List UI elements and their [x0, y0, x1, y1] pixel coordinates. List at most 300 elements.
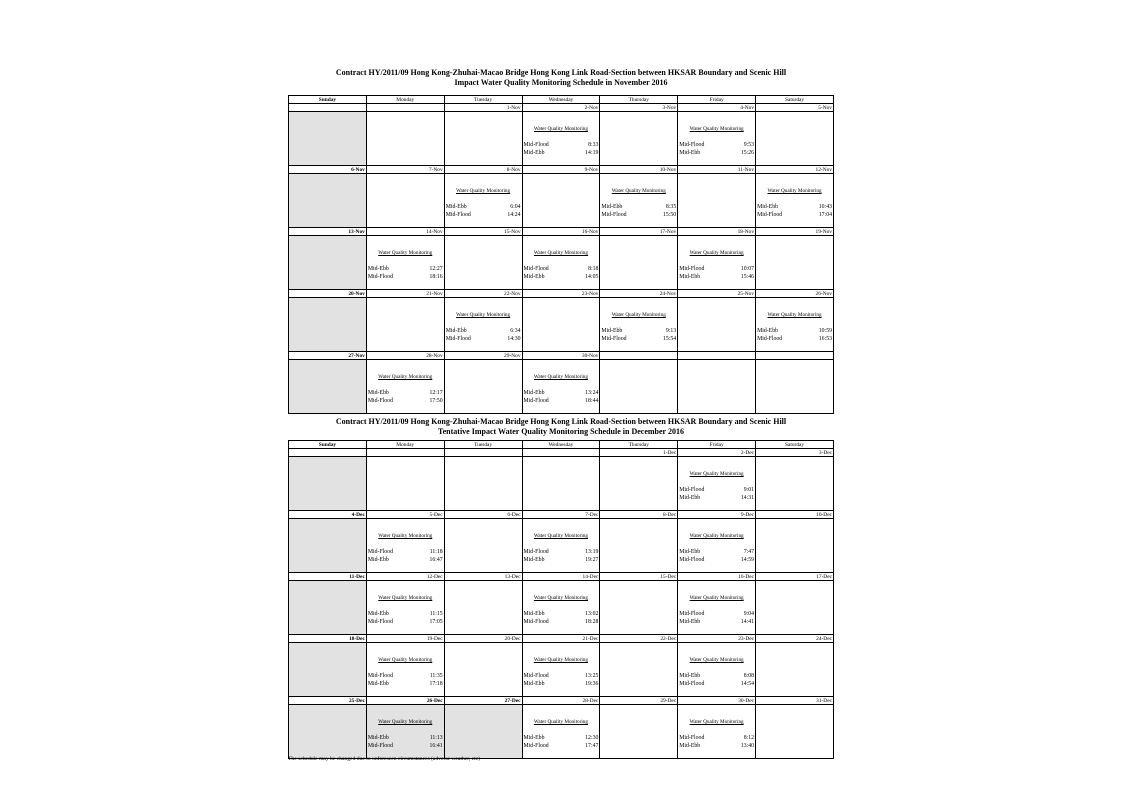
date-cell: 14-Dec	[522, 573, 600, 581]
day-cell	[444, 360, 522, 414]
schedule-row	[289, 457, 834, 511]
tide-line	[445, 336, 522, 344]
day-cell	[600, 236, 678, 290]
tide-line	[523, 549, 600, 557]
monitoring-event	[367, 360, 444, 405]
tide-name: Mid-Ebb	[445, 328, 467, 334]
date-cell	[756, 352, 834, 360]
event-label: Water Quality Monitoring	[689, 250, 744, 256]
date-cell: 26-Dec	[366, 697, 444, 705]
event-label: Water Quality Monitoring	[767, 188, 822, 194]
date-cell	[366, 104, 444, 112]
tide-time: 14:30	[507, 335, 521, 342]
event-label: Water Quality Monitoring	[689, 471, 744, 477]
tide-name: Mid-Ebb	[679, 273, 701, 280]
tide-name: Mid-Flood	[679, 611, 705, 617]
date-row	[289, 511, 834, 519]
tide-name: Mid-Ebb	[523, 273, 545, 280]
tide-name: Mid-Ebb	[601, 204, 623, 210]
tide-name: Mid-Ebb	[757, 328, 778, 334]
event-label: Water Quality Monitoring	[533, 533, 588, 539]
date-cell: 7-Dec	[522, 511, 600, 519]
tide-name: Mid-Flood	[445, 335, 471, 342]
date-cell: 5-Dec	[366, 511, 444, 519]
tide-time: 17:47	[585, 742, 599, 749]
day-cell	[600, 581, 678, 635]
tide-time: 10:59	[818, 328, 832, 334]
day-cell	[289, 298, 367, 352]
day-cell	[600, 519, 678, 573]
tide-name: Mid-Ebb	[445, 204, 467, 210]
day-cell	[678, 705, 756, 759]
tide-line	[600, 204, 677, 212]
date-cell: 10-Nov	[600, 166, 678, 174]
tide-line	[523, 743, 600, 751]
tide-line	[678, 611, 755, 619]
tide-time: 9:13	[665, 328, 677, 334]
tide-time: 6:04	[510, 204, 521, 210]
date-cell: 17-Nov	[600, 228, 678, 236]
tide-time: 11:13	[429, 735, 443, 741]
tide-line	[523, 390, 600, 398]
event-label: Water Quality Monitoring	[533, 657, 588, 663]
event-label: Water Quality Monitoring	[378, 250, 433, 256]
day-cell	[678, 174, 756, 228]
day-cell	[366, 643, 444, 697]
tide-time: 18:28	[585, 618, 599, 625]
tide-name: Mid-Flood	[523, 618, 549, 625]
tide-time: 16:47	[429, 556, 443, 563]
tide-line	[445, 204, 522, 212]
day-cell	[522, 298, 600, 352]
tide-name: Mid-Ebb	[367, 735, 389, 741]
weekday-header: Monday	[366, 441, 444, 449]
tide-line	[523, 611, 600, 619]
day-cell	[289, 360, 367, 414]
day-cell	[366, 112, 444, 166]
tide-name: Mid-Ebb	[523, 735, 545, 741]
monitoring-event	[678, 236, 755, 281]
schedule-row	[289, 581, 834, 635]
monitoring-event	[367, 643, 444, 688]
date-cell: 20-Dec	[444, 635, 522, 643]
date-row	[289, 290, 834, 298]
monitoring-event	[367, 581, 444, 626]
tide-name: Mid-Flood	[679, 735, 705, 741]
day-cell	[522, 519, 600, 573]
day-cell	[756, 360, 834, 414]
tide-line	[678, 619, 755, 627]
event-label: Water Quality Monitoring	[689, 126, 744, 132]
tide-name: Mid-Flood	[367, 673, 393, 679]
tide-name: Mid-Ebb	[679, 673, 701, 679]
tide-line	[367, 735, 444, 743]
monitoring-event	[367, 705, 444, 750]
date-cell: 28-Nov	[366, 352, 444, 360]
weekday-header: Saturday	[756, 96, 834, 104]
day-cell	[678, 112, 756, 166]
date-cell: 21-Nov	[366, 290, 444, 298]
event-label: Water Quality Monitoring	[533, 595, 588, 601]
day-cell	[522, 112, 600, 166]
tide-name: Mid-Flood	[523, 742, 549, 749]
tide-line	[678, 150, 755, 158]
day-cell	[522, 360, 600, 414]
monitoring-event	[678, 112, 755, 157]
date-cell	[678, 352, 756, 360]
schedule-row	[289, 519, 834, 573]
date-cell: 19-Nov	[756, 228, 834, 236]
date-cell	[444, 449, 522, 457]
weekday-header-row	[289, 441, 834, 449]
day-cell	[444, 174, 522, 228]
tide-name: Mid-Ebb	[679, 618, 701, 625]
tide-time: 8:35	[665, 204, 677, 210]
tide-time: 17:50	[429, 397, 443, 404]
date-cell: 7-Nov	[366, 166, 444, 174]
day-cell	[522, 457, 600, 511]
schedule-row	[289, 236, 834, 290]
december-title-line2: Tentative Impact Water Quality Monitoring Schedule in December 2016	[438, 427, 684, 436]
tide-time: 7:47	[743, 549, 755, 555]
date-cell: 25-Dec	[289, 697, 367, 705]
event-label: Water Quality Monitoring	[456, 312, 511, 318]
tide-line	[523, 266, 600, 274]
day-cell	[289, 457, 367, 511]
monitoring-event	[523, 360, 600, 405]
tide-time: 15:46	[740, 273, 755, 280]
tide-line	[523, 619, 600, 627]
day-cell	[366, 236, 444, 290]
tide-time: 11:18	[429, 549, 443, 555]
tide-name: Mid-Flood	[523, 673, 549, 679]
day-cell	[444, 581, 522, 635]
tide-line	[678, 487, 755, 495]
event-label: Water Quality Monitoring	[533, 374, 588, 380]
tide-line	[678, 266, 755, 274]
day-cell	[444, 457, 522, 511]
tide-time: 13:40	[740, 742, 755, 749]
tide-name: Mid-Flood	[367, 273, 393, 280]
day-cell	[366, 298, 444, 352]
date-cell: 9-Dec	[678, 511, 756, 519]
date-cell	[289, 104, 367, 112]
date-row	[289, 104, 834, 112]
day-cell	[756, 581, 834, 635]
tide-name: Mid-Ebb	[757, 204, 778, 210]
weekday-header: Tuesday	[444, 96, 522, 104]
event-label: Water Quality Monitoring	[378, 595, 433, 601]
date-row	[289, 697, 834, 705]
date-row	[289, 228, 834, 236]
tide-line	[367, 743, 444, 751]
tide-line	[678, 557, 755, 565]
date-cell: 29-Nov	[444, 352, 522, 360]
tide-line	[678, 142, 755, 150]
day-cell	[756, 236, 834, 290]
tide-name: Mid-Ebb	[523, 611, 545, 617]
day-cell	[522, 643, 600, 697]
tide-time: 8:12	[743, 735, 755, 741]
monitoring-event	[523, 519, 600, 564]
date-cell: 24-Dec	[756, 635, 834, 643]
tide-line	[678, 673, 755, 681]
weekday-header: Sunday	[289, 96, 367, 104]
tide-name: Mid-Ebb	[523, 556, 545, 563]
weekday-header: Monday	[366, 96, 444, 104]
day-cell	[600, 174, 678, 228]
day-cell	[600, 112, 678, 166]
day-cell	[289, 174, 367, 228]
day-cell	[678, 298, 756, 352]
tide-name: Mid-Flood	[523, 142, 549, 148]
monitoring-event	[523, 112, 600, 157]
date-cell: 26-Nov	[756, 290, 834, 298]
tide-time: 13:24	[585, 390, 599, 396]
tide-time: 11:35	[429, 673, 443, 679]
tide-line	[367, 611, 444, 619]
date-cell: 29-Dec	[600, 697, 678, 705]
schedule-row	[289, 360, 834, 414]
date-cell: 30-Nov	[522, 352, 600, 360]
tide-name: Mid-Flood	[367, 549, 393, 555]
tide-name: Mid-Flood	[523, 549, 549, 555]
tide-line	[678, 743, 755, 751]
november-title-line2: Impact Water Quality Monitoring Schedule in November 2016	[454, 78, 668, 87]
tide-line	[756, 204, 833, 212]
tide-line	[445, 328, 522, 336]
tide-time: 19:27	[585, 556, 599, 563]
schedule-row	[289, 705, 834, 759]
day-cell	[756, 643, 834, 697]
tide-line	[600, 212, 677, 220]
day-cell	[522, 705, 600, 759]
event-label: Water Quality Monitoring	[689, 595, 744, 601]
day-cell	[289, 236, 367, 290]
event-label: Water Quality Monitoring	[689, 719, 744, 725]
date-cell: 1-Dec	[600, 449, 678, 457]
monitoring-event	[678, 519, 755, 564]
tide-line	[678, 735, 755, 743]
date-cell: 2-Nov	[522, 104, 600, 112]
date-cell: 3-Nov	[600, 104, 678, 112]
date-cell: 4-Nov	[678, 104, 756, 112]
day-cell	[289, 112, 367, 166]
tide-name: Mid-Flood	[601, 335, 627, 342]
tide-line	[523, 398, 600, 406]
tide-name: Mid-Flood	[367, 397, 393, 404]
day-cell	[289, 705, 367, 759]
tide-line	[367, 673, 444, 681]
tide-name: Mid-Ebb	[679, 742, 701, 749]
tide-name: Mid-Flood	[523, 397, 549, 404]
date-cell: 30-Dec	[678, 697, 756, 705]
day-cell	[366, 519, 444, 573]
day-cell	[678, 236, 756, 290]
day-cell	[678, 643, 756, 697]
tide-name: Mid-Ebb	[679, 549, 701, 555]
tide-time: 13:02	[585, 611, 599, 617]
event-label: Water Quality Monitoring	[689, 657, 744, 663]
date-cell: 15-Dec	[600, 573, 678, 581]
tide-time: 14:05	[585, 273, 599, 280]
date-cell: 13-Dec	[444, 573, 522, 581]
november-title	[288, 68, 834, 88]
date-cell: 17-Dec	[756, 573, 834, 581]
monitoring-event	[600, 174, 677, 219]
tide-name: Mid-Flood	[679, 680, 705, 687]
day-cell	[444, 236, 522, 290]
tide-name: Mid-Ebb	[679, 494, 701, 501]
tide-name: Mid-Ebb	[367, 556, 389, 563]
tide-line	[678, 549, 755, 557]
weekday-header: Thursday	[600, 96, 678, 104]
weekday-header: Thursday	[600, 441, 678, 449]
date-cell: 4-Dec	[289, 511, 367, 519]
date-cell: 18-Nov	[678, 228, 756, 236]
tide-name: Mid-Flood	[367, 618, 393, 625]
day-cell	[444, 643, 522, 697]
event-label: Water Quality Monitoring	[378, 533, 433, 539]
date-row	[289, 449, 834, 457]
event-label: Water Quality Monitoring	[611, 312, 666, 318]
day-cell	[756, 174, 834, 228]
event-label: Water Quality Monitoring	[533, 126, 588, 132]
tide-name: Mid-Flood	[757, 211, 783, 218]
tide-line	[367, 274, 444, 282]
tide-line	[600, 336, 677, 344]
date-cell: 13-Nov	[289, 228, 367, 236]
date-cell: 22-Dec	[600, 635, 678, 643]
tide-name: Mid-Ebb	[523, 390, 545, 396]
date-cell: 15-Nov	[444, 228, 522, 236]
monitoring-event	[523, 643, 600, 688]
day-cell	[444, 298, 522, 352]
tide-line	[523, 673, 600, 681]
date-cell: 6-Dec	[444, 511, 522, 519]
tide-time: 6:34	[510, 328, 521, 334]
december-title	[288, 417, 834, 437]
date-cell: 3-Dec	[756, 449, 834, 457]
date-cell: 5-Nov	[756, 104, 834, 112]
day-cell	[444, 705, 522, 759]
date-cell: 24-Nov	[600, 290, 678, 298]
day-cell	[756, 298, 834, 352]
tide-time: 9:04	[743, 611, 755, 617]
tide-line	[756, 212, 833, 220]
day-cell	[756, 705, 834, 759]
monitoring-event	[678, 457, 755, 502]
tide-time: 15:54	[663, 335, 677, 342]
day-cell	[600, 457, 678, 511]
day-cell	[444, 519, 522, 573]
monitoring-event	[367, 236, 444, 281]
date-cell: 16-Dec	[678, 573, 756, 581]
date-row	[289, 635, 834, 643]
weekday-header: Sunday	[289, 441, 367, 449]
tide-time: 13:25	[585, 673, 599, 679]
date-cell: 27-Nov	[289, 352, 367, 360]
tide-name: Mid-Ebb	[523, 680, 545, 687]
december-title-line1: Contract HY/2011/09 Hong Kong-Zhuhai-Macao Bridge Hong Kong Link Road-Section between HKSAR Boundary and Scenic Hill	[335, 417, 787, 426]
date-cell: 9-Nov	[522, 166, 600, 174]
weekday-header-row	[289, 96, 834, 104]
tide-line	[600, 328, 677, 336]
date-cell: 6-Nov	[289, 166, 367, 174]
day-cell	[289, 581, 367, 635]
schedule-row	[289, 174, 834, 228]
monitoring-event	[445, 298, 522, 343]
tide-time: 12:17	[429, 390, 443, 396]
day-cell	[678, 581, 756, 635]
tide-name: Mid-Ebb	[679, 149, 701, 156]
monitoring-event	[756, 298, 833, 343]
date-cell: 28-Dec	[522, 697, 600, 705]
day-cell	[600, 643, 678, 697]
monitoring-event	[600, 298, 677, 343]
event-label: Water Quality Monitoring	[378, 657, 433, 663]
day-cell	[366, 457, 444, 511]
date-cell: 16-Nov	[522, 228, 600, 236]
day-cell	[600, 298, 678, 352]
tide-line	[756, 336, 833, 344]
day-cell	[600, 705, 678, 759]
date-cell: 31-Dec	[756, 697, 834, 705]
date-cell: 8-Nov	[444, 166, 522, 174]
date-cell: 12-Nov	[756, 166, 834, 174]
day-cell	[366, 174, 444, 228]
schedule-row	[289, 643, 834, 697]
event-label: Water Quality Monitoring	[378, 374, 433, 380]
schedule-note: The schedule may be changed due to unforeseen circumstances (adverse weather, etc)	[288, 756, 481, 762]
date-cell: 19-Dec	[366, 635, 444, 643]
tide-time: 17:04	[818, 211, 832, 218]
tide-time: 12:30	[585, 735, 599, 741]
monitoring-event	[678, 581, 755, 626]
date-cell: 23-Dec	[678, 635, 756, 643]
day-cell	[522, 174, 600, 228]
date-cell	[522, 449, 600, 457]
day-cell	[756, 112, 834, 166]
tide-name: Mid-Flood	[679, 487, 705, 493]
schedule-row	[289, 298, 834, 352]
tide-time: 15:50	[663, 211, 677, 218]
tide-time: 8:08	[743, 673, 755, 679]
date-cell: 27-Dec	[444, 697, 522, 705]
event-label: Water Quality Monitoring	[533, 250, 588, 256]
date-row	[289, 166, 834, 174]
date-cell	[600, 352, 678, 360]
event-label: Water Quality Monitoring	[533, 719, 588, 725]
tide-time: 17:05	[429, 618, 443, 625]
december-calendar	[288, 440, 834, 759]
day-cell	[366, 360, 444, 414]
tide-line	[678, 274, 755, 282]
tide-name: Mid-Flood	[523, 266, 549, 272]
date-cell: 1-Nov	[444, 104, 522, 112]
tide-time: 8:33	[588, 142, 599, 148]
tide-line	[367, 681, 444, 689]
november-calendar	[288, 95, 834, 414]
event-label: Water Quality Monitoring	[767, 312, 822, 318]
weekday-header: Wednesday	[522, 96, 600, 104]
tide-time: 18:16	[429, 273, 443, 280]
tide-line	[367, 557, 444, 565]
date-cell: 10-Dec	[756, 511, 834, 519]
tide-line	[367, 266, 444, 274]
date-cell: 21-Dec	[522, 635, 600, 643]
day-cell	[289, 643, 367, 697]
